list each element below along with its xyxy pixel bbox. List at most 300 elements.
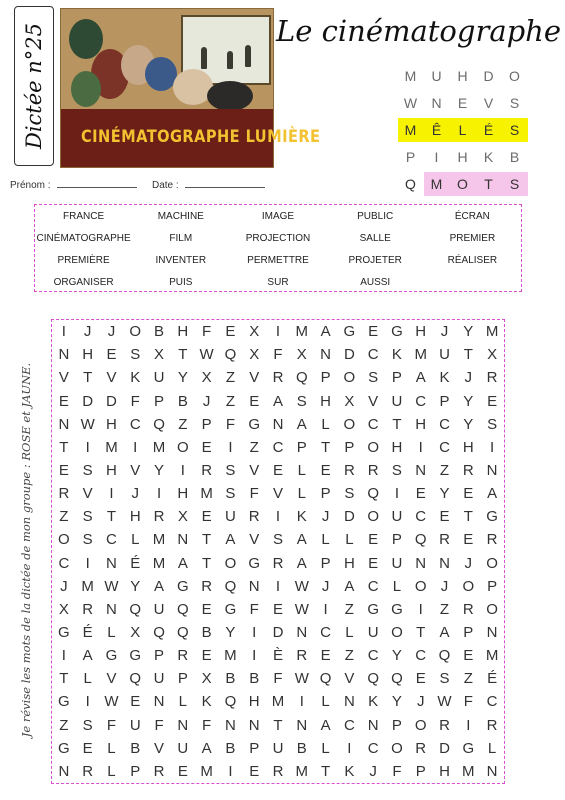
word-search-cell[interactable]: E [415, 670, 426, 688]
word-search-cell[interactable]: S [82, 531, 93, 549]
word-search-cell[interactable]: A [296, 554, 307, 572]
word-search-cell[interactable]: R [58, 485, 70, 503]
word-search-cell[interactable]: E [82, 739, 93, 757]
word-search-cell[interactable]: Z [59, 716, 69, 734]
word-search-cell[interactable]: G [248, 554, 261, 572]
word-search-cell[interactable]: L [321, 531, 330, 549]
word-search-cell[interactable]: B [154, 323, 165, 341]
word-search-cell[interactable]: E [463, 531, 474, 549]
word-search-cell[interactable]: F [154, 716, 164, 734]
word-search-cell[interactable]: R [272, 369, 284, 387]
word-search-cell[interactable]: I [347, 739, 352, 757]
word-search-cell[interactable]: E [201, 600, 212, 618]
word-search-cell[interactable]: D [82, 392, 94, 410]
word-search-cell[interactable]: B [225, 739, 236, 757]
word-search-cell[interactable]: L [131, 531, 140, 549]
word-search-cell[interactable]: Y [130, 577, 141, 595]
word-search-cell[interactable]: J [60, 577, 68, 595]
word-search-cell[interactable]: I [466, 716, 471, 734]
word-search-cell[interactable]: G [391, 600, 403, 618]
word-search-cell[interactable]: R [367, 461, 379, 479]
word-search-cell[interactable]: C [439, 415, 450, 433]
word-search-cell[interactable]: P [177, 670, 188, 688]
word-search-cell[interactable]: E [272, 600, 283, 618]
word-search-cell[interactable]: E [177, 762, 188, 780]
word-search-cell[interactable]: R [486, 369, 498, 387]
word-search-cell[interactable]: S [344, 485, 355, 503]
word-search-cell[interactable]: B [296, 739, 307, 757]
word-search-cell[interactable]: N [177, 716, 189, 734]
word-search-cell[interactable]: G [367, 600, 379, 618]
word-search-cell[interactable]: K [368, 693, 379, 711]
word-search-cell[interactable]: T [59, 438, 69, 456]
word-search-cell[interactable]: T [463, 508, 473, 526]
word-search-cell[interactable]: N [177, 531, 189, 549]
word-search-cell[interactable]: F [392, 762, 402, 780]
word-search-cell[interactable]: X [344, 392, 355, 410]
word-search-cell[interactable]: J [416, 693, 425, 711]
word-search-cell[interactable]: X [201, 369, 212, 387]
word-search-cell[interactable]: V [344, 670, 355, 688]
word-search-cell[interactable]: Z [439, 461, 450, 479]
word-search-cell[interactable]: Y [154, 461, 165, 479]
word-search-cell[interactable]: L [321, 415, 330, 433]
word-search-cell[interactable]: E [368, 531, 379, 549]
word-search-cell[interactable]: O [391, 739, 403, 757]
word-search-cell[interactable]: R [201, 461, 213, 479]
word-search-cell[interactable]: R [82, 762, 94, 780]
word-search-cell[interactable]: I [299, 693, 304, 711]
word-search-cell[interactable]: X [249, 323, 260, 341]
word-search-cell[interactable]: V [106, 670, 117, 688]
date-field[interactable] [152, 178, 265, 191]
word-search-cell[interactable]: A [272, 392, 283, 410]
word-search-cell[interactable]: X [201, 670, 212, 688]
word-search-cell[interactable]: I [85, 438, 90, 456]
word-search-cell[interactable]: B [225, 670, 236, 688]
word-search-cell[interactable]: K [130, 369, 141, 387]
word-search-cell[interactable]: L [107, 624, 116, 642]
word-search-cell[interactable]: X [154, 346, 165, 364]
word-search-cell[interactable]: R [486, 716, 498, 734]
word-search-cell[interactable]: G [343, 323, 356, 341]
word-search-cell[interactable]: N [106, 554, 117, 572]
word-search-cell[interactable]: T [273, 716, 283, 734]
word-search-cell[interactable]: C [415, 508, 427, 526]
word-search-cell[interactable]: E [58, 461, 69, 479]
word-search-cell[interactable]: J [464, 369, 473, 387]
word-search-cell[interactable]: Y [439, 485, 450, 503]
word-search-cell[interactable]: Q [153, 624, 165, 642]
word-search-cell[interactable]: F [249, 600, 259, 618]
word-search-cell[interactable]: S [272, 531, 283, 549]
word-search-cell[interactable]: G [486, 508, 498, 526]
word-search-cell[interactable]: E [463, 647, 474, 665]
word-search-cell[interactable]: J [440, 577, 449, 595]
word-search-cell[interactable]: I [156, 485, 162, 503]
word-search-cell[interactable]: W [437, 693, 452, 711]
word-search-cell[interactable]: J [202, 392, 211, 410]
word-search-cell[interactable]: J [83, 323, 92, 341]
word-search-cell[interactable]: M [152, 531, 166, 549]
word-search-cell[interactable]: M [224, 647, 237, 665]
word-search-cell[interactable]: N [415, 461, 427, 479]
word-search-cell[interactable]: Y [391, 647, 402, 665]
word-search-cell[interactable]: Z [344, 647, 354, 665]
word-search-cell[interactable]: R [201, 577, 213, 595]
word-search-cell[interactable]: T [416, 624, 426, 642]
word-search-cell[interactable]: T [463, 346, 473, 364]
word-search-cell[interactable]: P [487, 577, 498, 595]
word-search-cell[interactable]: N [58, 762, 70, 780]
word-search-cell[interactable]: C [486, 693, 498, 711]
word-search-cell[interactable]: E [320, 647, 331, 665]
word-search-cell[interactable]: A [296, 531, 307, 549]
word-search-cell[interactable]: S [391, 461, 402, 479]
word-search-cell[interactable]: I [133, 438, 138, 456]
word-search-cell[interactable]: E [272, 461, 283, 479]
word-search-cell[interactable]: H [320, 392, 331, 410]
word-search-cell[interactable]: L [107, 739, 116, 757]
word-search-cell[interactable]: R [82, 600, 94, 618]
word-search-cell[interactable]: G [105, 647, 118, 665]
word-search-cell[interactable]: N [272, 415, 284, 433]
word-search-cell[interactable]: C [129, 415, 141, 433]
word-search-cell[interactable]: L [297, 461, 306, 479]
word-search-cell[interactable]: L [178, 693, 187, 711]
word-search-cell[interactable]: R [462, 600, 474, 618]
word-search-cell[interactable]: M [105, 438, 118, 456]
word-search-cell[interactable]: T [106, 508, 117, 526]
word-search-cell[interactable]: P [154, 647, 165, 665]
word-search-cell[interactable]: É [82, 624, 93, 642]
word-search-cell[interactable]: N [439, 554, 450, 572]
word-search-cell[interactable]: V [249, 369, 260, 387]
word-search-cell[interactable]: O [343, 369, 356, 387]
word-search-cell[interactable]: P [415, 762, 426, 780]
word-search-cell[interactable]: Q [367, 670, 379, 688]
word-search-cell[interactable]: M [295, 323, 309, 341]
word-search-cell[interactable]: U [224, 508, 236, 526]
word-search-cell[interactable]: M [152, 438, 166, 456]
word-search-cell[interactable]: K [344, 762, 355, 780]
prenom-field[interactable] [10, 178, 137, 191]
word-search-cell[interactable]: R [343, 461, 355, 479]
word-search-cell[interactable]: A [154, 577, 165, 595]
word-search-cell[interactable]: P [296, 438, 307, 456]
word-search-cell[interactable]: Q [367, 485, 379, 503]
word-search-cell[interactable]: I [418, 600, 423, 618]
word-search-cell[interactable]: I [252, 647, 257, 665]
word-search-cell[interactable]: P [391, 369, 402, 387]
word-search-cell[interactable]: W [104, 577, 119, 595]
word-search-cell[interactable]: Y [225, 624, 236, 642]
word-search-cell[interactable]: A [487, 485, 498, 503]
word-search-cell[interactable]: N [343, 693, 355, 711]
word-search-cell[interactable]: N [106, 600, 117, 618]
word-search-cell[interactable]: C [343, 716, 355, 734]
word-search-cell[interactable]: C [320, 624, 331, 642]
word-search-cell[interactable]: S [225, 485, 236, 503]
word-search-cell[interactable]: F [130, 392, 140, 410]
word-search-cell[interactable]: O [486, 600, 498, 618]
word-search-cell[interactable]: A [225, 531, 236, 549]
word-search-cell[interactable]: E [201, 647, 212, 665]
word-search-cell[interactable]: S [487, 415, 498, 433]
word-search-cell[interactable]: R [177, 647, 189, 665]
word-search-cell[interactable]: U [177, 739, 189, 757]
word-search-cell[interactable]: N [248, 577, 260, 595]
word-search-cell[interactable]: G [58, 739, 70, 757]
word-search-cell[interactable]: P [201, 415, 212, 433]
word-search-cell[interactable]: J [321, 508, 330, 526]
word-search-cell[interactable]: J [321, 577, 330, 595]
word-search-cell[interactable]: N [58, 346, 70, 364]
word-search-cell[interactable]: O [367, 508, 379, 526]
word-search-cell[interactable]: U [153, 369, 165, 387]
word-search-cell[interactable]: I [275, 323, 281, 341]
word-search-cell[interactable]: N [58, 415, 70, 433]
word-search-cell[interactable]: N [248, 716, 260, 734]
word-search-cell[interactable]: E [130, 693, 141, 711]
word-search-cell[interactable]: U [391, 508, 403, 526]
word-search-cell[interactable]: V [368, 392, 379, 410]
word-search-cell[interactable]: O [58, 531, 70, 549]
word-search-cell[interactable]: A [320, 716, 331, 734]
word-search-cell[interactable]: L [345, 531, 354, 549]
word-search-cell[interactable]: H [248, 693, 260, 711]
word-search-cell[interactable]: J [464, 554, 473, 572]
word-search-cell[interactable]: E [58, 392, 69, 410]
word-search-cell[interactable]: S [82, 461, 93, 479]
word-search-cell[interactable]: D [272, 624, 284, 642]
word-search-cell[interactable]: B [130, 739, 141, 757]
word-search-cell[interactable]: J [131, 485, 139, 503]
word-search-cell[interactable]: Q [153, 415, 165, 433]
word-search-cell[interactable]: A [177, 554, 188, 572]
word-search-cell[interactable]: O [343, 415, 356, 433]
word-search-cell[interactable]: R [439, 716, 450, 734]
word-search-cell[interactable]: V [249, 531, 260, 549]
word-search-cell[interactable]: V [272, 485, 283, 503]
word-search-cell[interactable]: V [58, 369, 69, 387]
word-search-cell[interactable]: X [58, 600, 69, 618]
word-search-cell[interactable]: Y [391, 693, 402, 711]
word-search-cell[interactable]: N [367, 716, 379, 734]
word-search-cell[interactable]: O [224, 554, 237, 572]
word-search-cell[interactable]: N [415, 554, 427, 572]
word-search-cell[interactable]: V [82, 485, 93, 503]
word-search-cell[interactable]: R [153, 762, 165, 780]
word-search-cell[interactable]: S [439, 670, 450, 688]
word-search-cell[interactable]: V [154, 739, 165, 757]
word-search-cell[interactable]: M [271, 693, 285, 711]
word-search-cell[interactable]: Q [438, 647, 451, 665]
word-search-cell[interactable]: M [485, 647, 499, 665]
word-search-cell[interactable]: R [486, 531, 498, 549]
word-search-cell[interactable]: T [83, 369, 93, 387]
word-search-cell[interactable]: M [152, 554, 166, 572]
word-search-cell[interactable]: Q [177, 624, 189, 642]
word-search-cell[interactable]: F [249, 485, 259, 503]
word-search-cell[interactable]: H [462, 438, 474, 456]
word-search-cell[interactable]: Z [225, 392, 235, 410]
word-search-cell[interactable]: H [415, 415, 427, 433]
word-search-cell[interactable]: I [252, 624, 257, 642]
word-search-cell[interactable]: P [439, 392, 450, 410]
word-search-cell[interactable]: O [414, 716, 427, 734]
word-search-cell[interactable]: O [486, 554, 498, 572]
word-search-cell[interactable]: P [320, 369, 331, 387]
word-search-cell[interactable]: È [272, 647, 283, 665]
word-search-cell[interactable]: S [368, 369, 379, 387]
word-search-cell[interactable]: R [415, 739, 427, 757]
word-search-cell[interactable]: G [391, 323, 403, 341]
word-search-cell[interactable]: W [104, 693, 119, 711]
word-search-cell[interactable]: M [295, 762, 309, 780]
word-search-cell[interactable]: E [106, 346, 117, 364]
word-search-cell[interactable]: L [321, 739, 330, 757]
word-search-cell[interactable]: A [296, 415, 307, 433]
word-search-cell[interactable]: L [297, 485, 306, 503]
word-search-cell[interactable]: V [106, 369, 117, 387]
word-search-cell[interactable]: C [367, 577, 379, 595]
word-search-cell[interactable]: T [320, 762, 331, 780]
word-search-cell[interactable]: E [368, 323, 379, 341]
word-search-cell[interactable]: L [345, 624, 354, 642]
word-search-cell[interactable]: W [294, 670, 309, 688]
word-search-cell[interactable]: I [85, 693, 90, 711]
prenom-line[interactable] [57, 178, 137, 188]
word-search-cell[interactable]: T [392, 415, 402, 433]
word-search-cell[interactable]: I [61, 647, 66, 665]
word-search-cell[interactable]: Z [59, 508, 69, 526]
word-search-cell[interactable]: D [343, 508, 355, 526]
word-search-cell[interactable]: Z [225, 369, 235, 387]
word-search-cell[interactable]: Z [249, 438, 259, 456]
word-search-cell[interactable]: X [249, 346, 260, 364]
word-search-cell[interactable]: C [367, 647, 379, 665]
word-search-cell[interactable]: Q [295, 369, 308, 387]
word-search-cell[interactable]: G [462, 739, 475, 757]
word-search-cell[interactable]: M [462, 762, 475, 780]
word-search-cell[interactable]: O [391, 624, 403, 642]
word-search-cell[interactable]: Q [319, 670, 332, 688]
word-search-cell[interactable]: Q [224, 346, 237, 364]
word-search-cell[interactable]: F [225, 415, 235, 433]
word-search-cell[interactable]: M [200, 485, 213, 503]
word-search-cell[interactable]: G [58, 624, 70, 642]
word-search-cell[interactable]: R [248, 508, 260, 526]
word-search-cell[interactable]: K [201, 693, 212, 711]
word-search-cell[interactable]: S [82, 716, 93, 734]
word-search-cell[interactable]: V [249, 461, 260, 479]
word-search-cell[interactable]: P [391, 531, 402, 549]
word-search-cell[interactable]: C [439, 438, 450, 456]
word-search-cell[interactable]: W [294, 600, 309, 618]
word-search-cell[interactable]: E [249, 762, 260, 780]
word-search-cell[interactable]: L [107, 762, 116, 780]
word-search-cell[interactable]: T [59, 670, 69, 688]
word-search-cell[interactable]: S [225, 461, 236, 479]
word-search-cell[interactable]: E [487, 392, 498, 410]
word-search-cell[interactable]: S [296, 392, 307, 410]
word-search-cell[interactable]: U [153, 670, 165, 688]
word-search-cell[interactable]: X [487, 346, 498, 364]
word-search-cell[interactable]: N [486, 624, 498, 642]
word-search-cell[interactable]: P [320, 554, 331, 572]
word-search-cell[interactable]: I [85, 554, 90, 572]
word-search-cell[interactable]: H [415, 323, 427, 341]
word-search-cell[interactable]: I [418, 438, 423, 456]
word-search-cell[interactable]: E [368, 554, 379, 572]
word-search-cell[interactable]: F [273, 346, 283, 364]
word-search-cell[interactable]: Q [177, 600, 189, 618]
word-search-cell[interactable]: R [439, 531, 450, 549]
word-search-cell[interactable]: J [369, 762, 377, 780]
word-search-cell[interactable]: D [439, 739, 450, 757]
word-search-cell[interactable]: G [58, 693, 70, 711]
word-search-cell[interactable]: L [487, 739, 497, 757]
word-search-cell[interactable]: I [61, 323, 66, 341]
word-search-cell[interactable]: É [487, 670, 498, 688]
word-search-cell[interactable]: C [367, 739, 379, 757]
word-search-cell[interactable]: W [199, 346, 214, 364]
word-search-cell[interactable]: X [296, 346, 307, 364]
word-search-cell[interactable]: D [343, 346, 355, 364]
word-search-cell[interactable]: Q [391, 670, 403, 688]
word-search-cell[interactable]: C [106, 531, 117, 549]
word-search-cell[interactable]: Q [224, 577, 237, 595]
word-search-cell[interactable]: U [391, 554, 403, 572]
word-search-cell[interactable]: B [249, 670, 260, 688]
word-search-cell[interactable]: C [367, 415, 379, 433]
word-search-cell[interactable]: O [414, 577, 427, 595]
word-search-cell[interactable]: F [463, 693, 473, 711]
word-search-cell[interactable]: I [109, 485, 114, 503]
word-search-cell[interactable]: I [180, 461, 185, 479]
word-search-cell[interactable]: U [153, 600, 165, 618]
word-search-cell[interactable]: Z [463, 670, 473, 688]
word-search-cell[interactable]: J [440, 323, 449, 341]
word-search-cell[interactable]: D [106, 392, 117, 410]
word-search-cell[interactable]: U [272, 739, 284, 757]
word-search-cell[interactable]: N [296, 624, 308, 642]
word-search-cell[interactable]: I [490, 438, 495, 456]
word-search-cell[interactable]: P [391, 716, 402, 734]
word-search-cell[interactable]: I [228, 762, 233, 780]
word-search-cell[interactable]: E [463, 485, 474, 503]
word-search-cell[interactable]: N [486, 461, 498, 479]
word-search-cell[interactable]: M [200, 762, 213, 780]
word-search-cell[interactable]: R [272, 762, 284, 780]
word-search-cell[interactable]: T [320, 438, 331, 456]
word-search-cell[interactable]: T [202, 531, 212, 549]
word-search-cell[interactable]: H [106, 461, 117, 479]
word-search-cell[interactable]: C [367, 346, 379, 364]
word-search-cell[interactable]: R [272, 554, 284, 572]
word-search-cell[interactable]: Y [463, 392, 474, 410]
word-search-cell[interactable]: N [296, 716, 308, 734]
word-search-cell[interactable]: H [177, 323, 189, 341]
word-search-cell[interactable]: T [178, 346, 188, 364]
word-search-cell[interactable]: N [224, 716, 236, 734]
word-search-cell[interactable]: E [439, 508, 450, 526]
word-search-cell[interactable]: I [275, 508, 281, 526]
word-search-cell[interactable]: E [225, 323, 236, 341]
word-search-cell[interactable]: H [391, 438, 403, 456]
word-search-cell[interactable]: C [415, 392, 427, 410]
